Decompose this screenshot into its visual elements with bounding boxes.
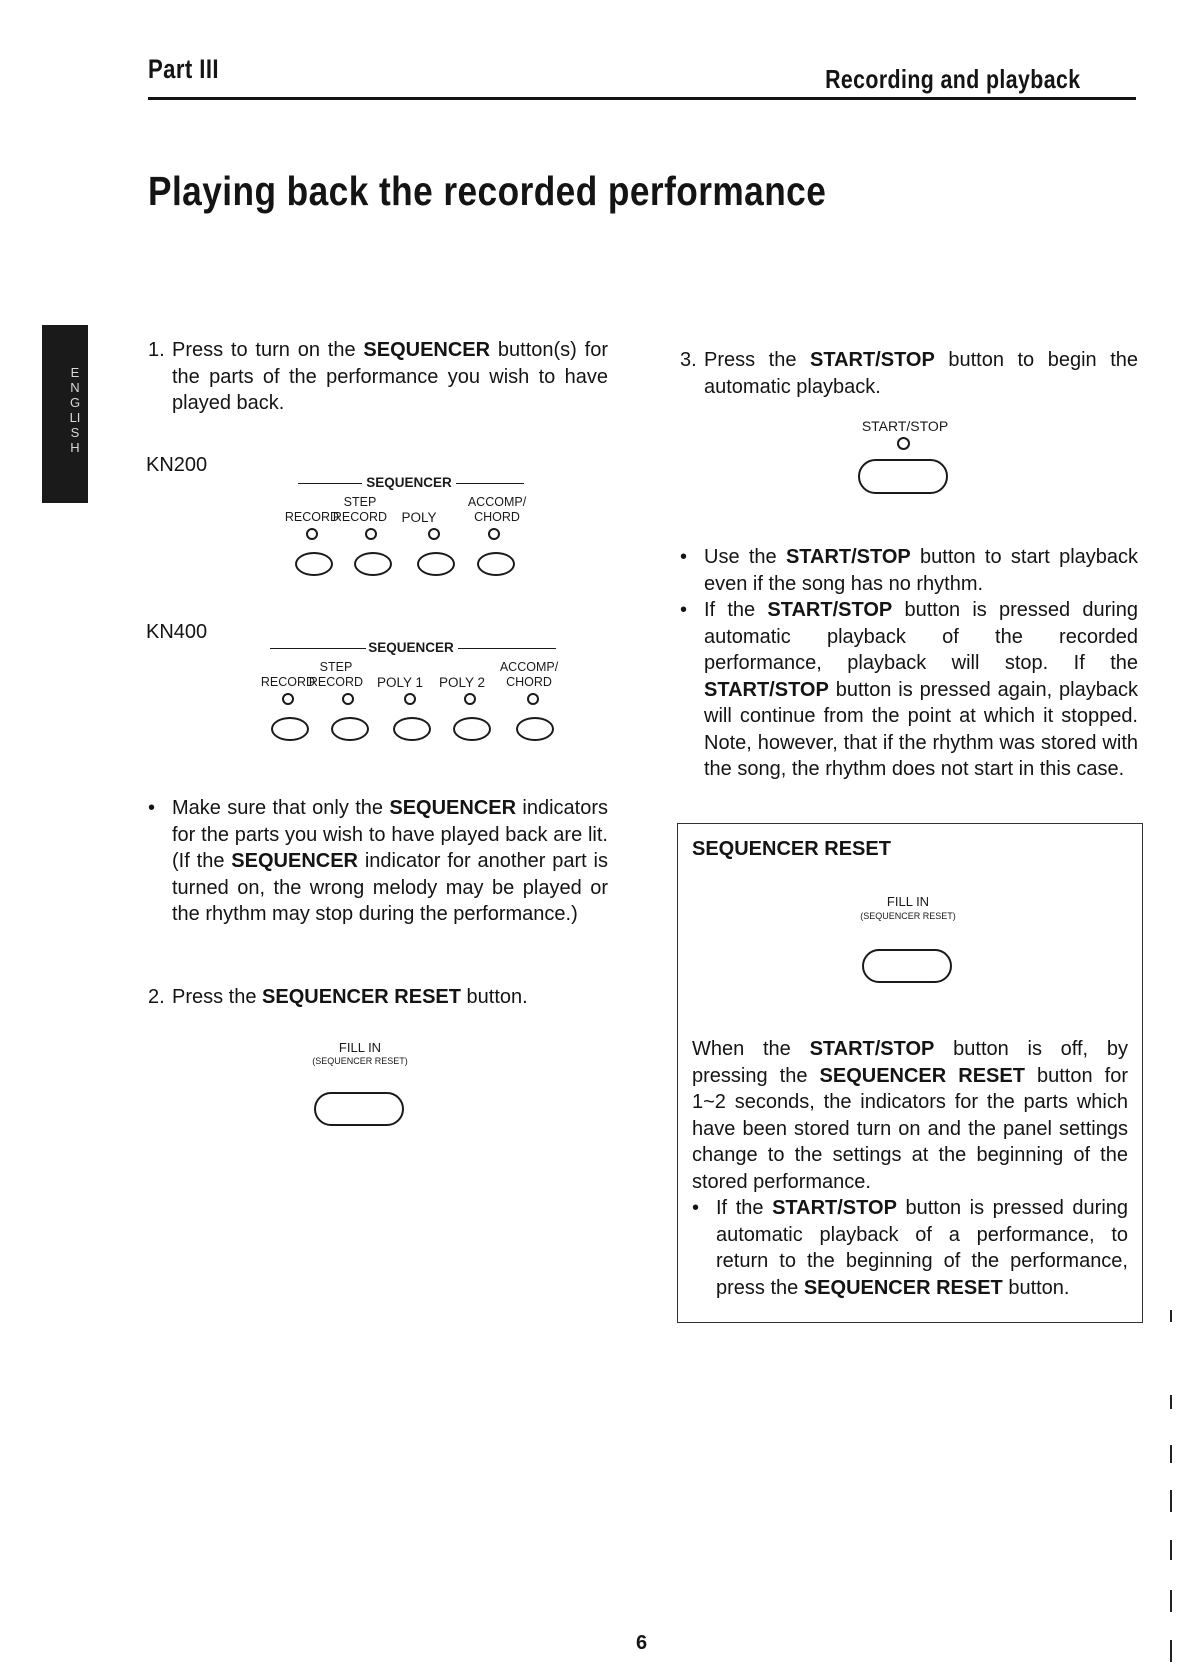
kn200-group-line-left [298,483,362,484]
kn400-label-top: STEP [319,660,353,674]
bullet-text: Make sure that only the [172,797,390,819]
kn200-sequencer-panel [284,470,550,580]
kn400-record-button[interactable] [271,717,309,741]
step-3-text-end: button to begin the automatic playback. [704,349,1138,398]
box-bold: SEQUENCER RESET [819,1064,1025,1087]
kn200-label-top: STEP [343,495,377,509]
bullet-bold: SEQUENCER [389,797,517,819]
step-1-number: 1. [148,339,165,361]
step-1-text-end: button(s) for the parts of the performance you wish to have played back. [172,339,608,414]
sequencer-reset-button[interactable] [314,1092,404,1126]
start-stop-label: START/STOP [861,418,949,434]
step-3-number: 3. [680,349,697,371]
bullet-text: indicator for another part is turned on, the wrong melody may be played or the rhythm may stop during the performance.) [172,850,608,925]
kn400-group-label: SEQUENCER [368,640,454,655]
start-stop-notes [680,544,1138,783]
part-label: Part III [148,54,219,84]
kn200-label-bottom: RECORD [332,510,388,524]
kn200-label-bottom: CHORD [474,510,520,524]
kn200-model-label: KN200 [146,454,208,476]
bullet-text: Use the [704,546,786,568]
box-bullet-bold: SEQUENCER RESET [803,1276,1003,1299]
kn400-poly2-button[interactable] [453,717,491,741]
note-bullet-sequencer [148,795,608,928]
kn200-indicator-record [306,528,318,540]
bullet-text: button to start playback even if the song has no rhythm. [704,546,1139,595]
kn400-group-line-left [270,648,366,649]
header-rule [148,97,1136,100]
scan-mark [1170,1310,1172,1322]
scan-mark [1170,1395,1172,1409]
box-bullet [692,1195,1128,1301]
page-number: 6 [636,1632,648,1654]
bullet-bold: START/STOP [785,546,911,568]
step-1 [148,337,608,417]
step-3 [680,347,1138,400]
scan-mark [1170,1445,1172,1463]
box-bullet-text: If the [716,1197,773,1219]
sequencer-reset-description [692,1036,1128,1301]
step-3-bold: START/STOP [810,349,935,371]
step-3-text: Press the [704,349,810,371]
kn400-indicator-accomp-chord [527,693,539,705]
section-label: Recording and playback [825,64,1081,94]
start-stop-button[interactable] [858,459,948,494]
step-2-bold: SEQUENCER RESET [262,986,461,1008]
bullet-text: button is pressed during automatic playback of the recorded performance, playback will stop. If the [704,599,1138,674]
step-2-text: Press the [172,986,263,1008]
language-tab-label: ENGLISH [69,365,81,455]
kn200-record-button[interactable] [295,552,333,576]
kn400-indicator-step-record [342,693,354,705]
fill-in-sublabel: (SEQUENCER RESET) [312,1056,408,1066]
kn200-step-record-button[interactable] [354,552,392,576]
kn400-label-bottom: POLY 2 [438,675,486,690]
kn400-label-bottom: CHORD [506,675,552,689]
kn200-poly-button[interactable] [417,552,455,576]
step-2 [148,984,608,1011]
bullet-text: If the [704,599,768,621]
box-text: button for 1~2 seconds, the indicators for the parts which have been stored turn on and the panel settings change to the settings at the beginning of the stored performance. [692,1064,1129,1193]
box-fill-in-sublabel: (SEQUENCER RESET) [860,911,956,921]
kn200-indicator-step-record [365,528,377,540]
box-fill-in-label: FILL IN [886,894,930,909]
kn400-step-record-button[interactable] [331,717,369,741]
box-bullet-text: button is pressed during automatic playback of a performance, to return to the beginning of the performance, press the [716,1197,1129,1299]
kn200-indicator-accomp-chord [488,528,500,540]
kn400-indicator-poly2 [464,693,476,705]
sequencer-reset-heading: SEQUENCER RESET [692,838,891,860]
fill-in-label: FILL IN [338,1040,382,1055]
bullet-dot: • [148,797,156,819]
kn400-model-label: KN400 [146,621,208,643]
language-tab [42,325,88,503]
kn400-label-top: ACCOMP/ [499,660,559,674]
bullet-text: indicators for the parts you wish to have played back are lit. (If the [172,797,608,872]
box-bullet-text: button. [1002,1276,1070,1299]
kn200-indicator-poly [428,528,440,540]
scan-mark [1170,1590,1172,1612]
kn200-accomp-chord-button[interactable] [477,552,515,576]
page-title: Playing back the recorded performance [148,168,827,214]
scan-mark [1170,1640,1172,1662]
kn400-indicator-record [282,693,294,705]
step-1-text: Press to turn on the [172,339,364,361]
step-2-text-end: button. [460,986,528,1008]
kn400-label-bottom: RECORD [308,675,364,689]
kn400-poly1-button[interactable] [393,717,431,741]
bullet-dot: • [680,599,688,621]
kn200-label-bottom: RECORD [284,510,340,524]
kn200-label-top: ACCOMP/ [467,495,527,509]
bullet-dot: • [680,546,688,568]
bullet-bold: SEQUENCER [231,850,358,872]
kn200-group-line-right [456,483,524,484]
bullet-dot: • [692,1197,700,1219]
kn400-group-line-right [458,648,556,649]
kn400-label-bottom: POLY 1 [376,675,424,690]
bullet-bold: START/STOP [704,678,829,701]
scan-mark [1170,1490,1172,1512]
start-stop-indicator [897,437,910,450]
box-text: button is off, by pressing the [692,1038,1128,1087]
bullet-text: button is pressed again, playback will continue from the point at which it stopped. Note, however, that if the rhythm was stored with the song, the rhythm does not start in this case. [704,678,1138,780]
box-text: When the [692,1038,810,1060]
bullet-bold: START/STOP [767,599,893,621]
kn400-indicator-poly1 [404,693,416,705]
step-1-bold: SEQUENCER [363,339,491,361]
box-bold: START/STOP [809,1038,935,1060]
step-2-number: 2. [148,986,165,1008]
scan-mark [1170,1540,1172,1560]
kn200-group-label: SEQUENCER [366,475,452,490]
kn200-label-bottom: POLY [401,510,437,525]
box-sequencer-reset-button[interactable] [862,949,952,983]
kn400-accomp-chord-button[interactable] [516,717,554,741]
kn400-label-bottom: RECORD [260,675,316,689]
box-bullet-bold: START/STOP [772,1197,897,1219]
kn400-sequencer-panel [262,635,582,750]
